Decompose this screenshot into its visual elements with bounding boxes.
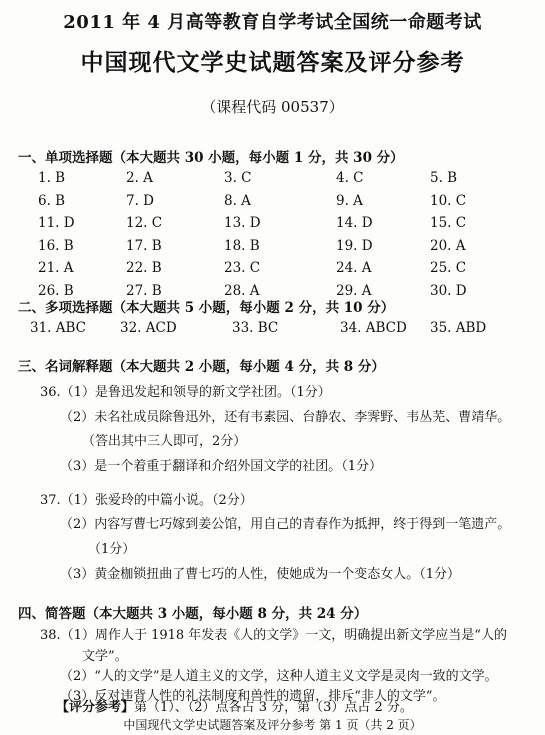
answer-item: 20. A bbox=[430, 237, 466, 254]
answer-36-3: （3）是一个着重于翻译和介绍外国文学的社团。（1分） bbox=[60, 459, 383, 474]
answer-item: 25. C bbox=[430, 260, 467, 276]
section1-heading bbox=[18, 146, 404, 166]
answer-item: 1. B bbox=[38, 170, 66, 186]
answer-item: 10. C bbox=[430, 192, 467, 209]
answer-item: 31. ABC bbox=[30, 320, 87, 336]
section3-title: 三、名词解释题 bbox=[18, 359, 113, 375]
answer-item: 2. A bbox=[126, 170, 153, 186]
answer-item: 27. B bbox=[126, 282, 162, 299]
answer-item: 14. D bbox=[336, 215, 373, 231]
answer-37-2-score: （1分） bbox=[88, 542, 136, 557]
answer-item: 6. B bbox=[38, 192, 66, 209]
answer-item: 13. D bbox=[224, 215, 261, 231]
answer-item: 33. BC bbox=[232, 320, 279, 336]
section2-heading bbox=[18, 296, 394, 316]
section3-heading bbox=[18, 355, 385, 375]
answer-36-2: （2）未名社成员除鲁迅外，还有韦素园、台静农、李霁野、韦丛芜、曹靖华。 bbox=[60, 410, 511, 425]
answer-38-3: （3）反对违背人性的礼法制度和兽性的遗留，排斥“非人的文学”。 bbox=[60, 689, 446, 704]
answer-37-3: （3）黄金枷锁扭曲了曹七巧的人性，使她成为一个变态女人。（1分） bbox=[60, 567, 461, 582]
answer-item: 7. D bbox=[126, 192, 154, 209]
answer-item: 3. C bbox=[224, 170, 252, 186]
answer-item: 8. A bbox=[224, 192, 251, 209]
answer-item: 24. A bbox=[336, 260, 372, 276]
section3-detail: （本大题共 2 小题，每小题 4 分，共 8 分） bbox=[112, 359, 385, 375]
answer-item: 29. A bbox=[336, 282, 372, 299]
answer-item: 32. ACD bbox=[120, 320, 177, 336]
answer-item: 4. C bbox=[336, 170, 364, 186]
section4-heading bbox=[18, 602, 367, 622]
scoring-reference bbox=[56, 696, 413, 715]
scoring-reference-text: 第（1）、（2）点各占 3 分，第（3）点占 2 分。 bbox=[134, 700, 413, 715]
answer-38-2: （2）“人的文学”是人道主义的文学，这种人道主义文学是灵肉一致的文学。 bbox=[60, 669, 498, 684]
answer-item: 5. B bbox=[430, 170, 458, 186]
answer-38-1-cont: 文学”。 bbox=[82, 649, 128, 664]
exam-title: 2011 年 4 月高等教育自学考试全国统一命题考试 bbox=[63, 12, 482, 33]
section1-title: 一、单项选择题 bbox=[18, 150, 113, 166]
answer-item: 22. B bbox=[126, 260, 162, 276]
answer-item: 17. B bbox=[126, 237, 162, 254]
answer-item: 34. ABCD bbox=[340, 320, 407, 336]
answer-36-2-note: （答出其中三人即可，2分） bbox=[82, 434, 247, 449]
answer-item: 28. A bbox=[224, 282, 260, 299]
answer-item: 9. A bbox=[336, 192, 363, 209]
answer-36-1: 36.（1）是鲁迅发起和领导的新文学社团。（1分） bbox=[40, 385, 331, 400]
answer-item: 12. C bbox=[126, 215, 163, 231]
page-footer: 中国现代文学史试题答案及评分参考 第 1 页（共 2 页） bbox=[123, 718, 422, 732]
section2-title: 二、多项选择题 bbox=[18, 300, 113, 316]
scoring-reference-label: 【评分参考】 bbox=[56, 700, 135, 715]
answer-item: 18. B bbox=[224, 237, 260, 254]
answer-item: 26. B bbox=[38, 282, 74, 299]
section4-title: 四、简答题 bbox=[18, 606, 86, 622]
answer-item: 15. C bbox=[430, 215, 467, 231]
answer-item: 30. D bbox=[430, 282, 467, 299]
answer-item: 16. B bbox=[38, 237, 74, 254]
section4-detail: （本大题共 3 小题，每小题 8 分，共 24 分） bbox=[85, 606, 368, 622]
section1-detail: （本大题共 30 小题，每小题 1 分，共 30 分） bbox=[112, 150, 404, 166]
answer-item: 23. C bbox=[224, 260, 261, 276]
course-code: （课程代码 00537） bbox=[201, 98, 344, 116]
answer-38-1: 38.（1）周作人于 1918 年发表《人的文学》一文，明确提出新文学应当是“人的 bbox=[40, 628, 507, 643]
section2-detail: （本大题共 5 小题，每小题 2 分，共 10 分） bbox=[112, 300, 395, 316]
document-title: 中国现代文学史试题答案及评分参考 bbox=[80, 49, 465, 76]
answer-item: 21. A bbox=[38, 260, 74, 276]
answer-37-2: （2）内容写曹七巧嫁到姜公馆，用自己的青春作为抵押，终于得到一笔遗产。 bbox=[60, 517, 511, 532]
answer-item: 19. D bbox=[336, 237, 373, 254]
answer-item: 35. ABD bbox=[430, 320, 487, 336]
answer-item: 11. D bbox=[38, 215, 75, 231]
answer-37-1: 37.（1）张爱玲的中篇小说。（2分） bbox=[40, 493, 253, 508]
